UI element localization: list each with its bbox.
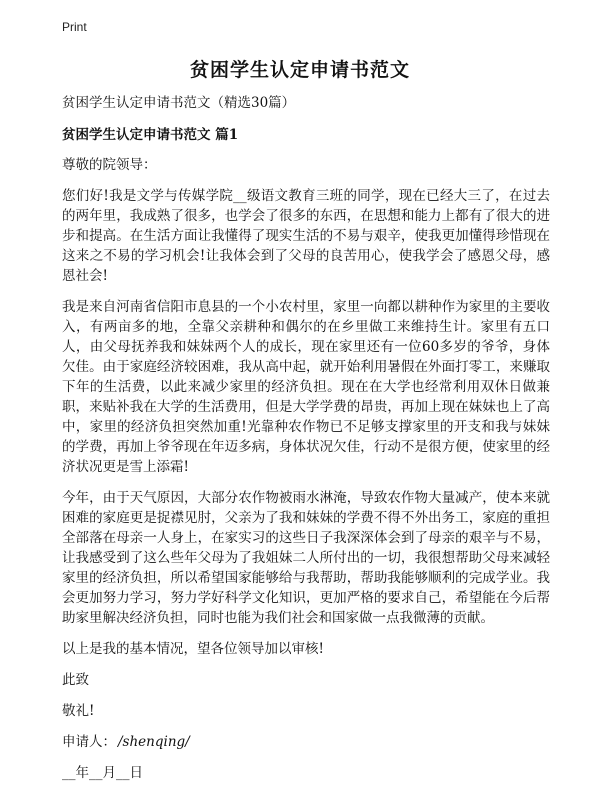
section-heading: 贫困学生认定申请书范文 篇1 (62, 127, 239, 143)
date-line: __年__月__日 (62, 765, 143, 781)
applicant-line (62, 732, 550, 752)
closing-line: 此致 (62, 672, 89, 688)
body-paragraph: 我是来自河南省信阳市息县的一个小农村里，家里一向都以耕种作为家里的主要收入，有两亩多的地，全靠父亲耕种和偶尔的在乡里做工来维持生计。家里有五口人，由父母抚养我和妹妹两个人的成长，现在家里还有一位60多岁的爷爷，身体欠佳。由于家庭经济较困难，我从高中起，就开始利用暑假在外面打零工，来赚取下年的生活费，以此来减少家里的经济负担。现在在大学也经常利用双休日做兼职，来贴补我在大学的生活费用，但是大学学费的昂贵，再加上现在妹妹也上了高中，家里的经济负担突然加重!光靠种农作物已不足够支撑家里的开支和我与妹妹的学费，再加上爷爷现在年迈多病，身体状况欠佳，行动不是很方便，使家里的经济状况更是雪上添霜! (62, 299, 550, 475)
print-label[interactable]: Print (62, 20, 87, 34)
body-paragraph: 以上是我的基本情况，望各位领导加以审核! (62, 641, 324, 657)
body-paragraph: 您们好!我是文学与传媒学院__级语文教育三班的同学，现在已经大三了，在过去的两年里，我成熟了很多，也学会了很多的东西，在思想和能力上都有了很大的进步和提高。在生活方面让我懂得了现实生活的不易与艰辛，使我更加懂得珍惜现在这来之不易的学习机会!让我体会到了父母的良苦用心，使我学会了感恩父母，感恩社会! (62, 188, 550, 284)
salutation: 尊敬的院领导： (62, 157, 157, 173)
body-paragraph: 今年，由于天气原因，大部分农作物被雨水淋淹，导致农作物大量减产，使本来就困难的家庭更是捉襟见肘，父亲为了我和妹妹的学费不得不外出务工，家庭的重担全部落在母亲一人身上，在家实习的这些日子我深深体会到了母亲的艰辛与不易，让我感受到了这么些年父母为了我姐妹二人所付出的一切，我很想帮助父母来减轻家里的经济负担，所以希望国家能够给与我帮助，帮助我能够顺利的完成学业。我会更加努力学习，努力学好科学文化知识，更加严格的要求自己，希望能在今后帮助家里解决经济负担，同时也能为我们社会和国家做一点我微薄的贡献。 (62, 490, 550, 626)
document-subtitle: 贫困学生认定申请书范文（精选30篇） (62, 95, 296, 111)
applicant-label: 申请人： (62, 734, 116, 750)
document-body (62, 93, 550, 794)
applicant-value: /shenqing/ (118, 734, 190, 750)
page-title: 贫困学生认定申请书范文 (189, 59, 410, 81)
closing-salute: 敬礼! (62, 703, 95, 719)
